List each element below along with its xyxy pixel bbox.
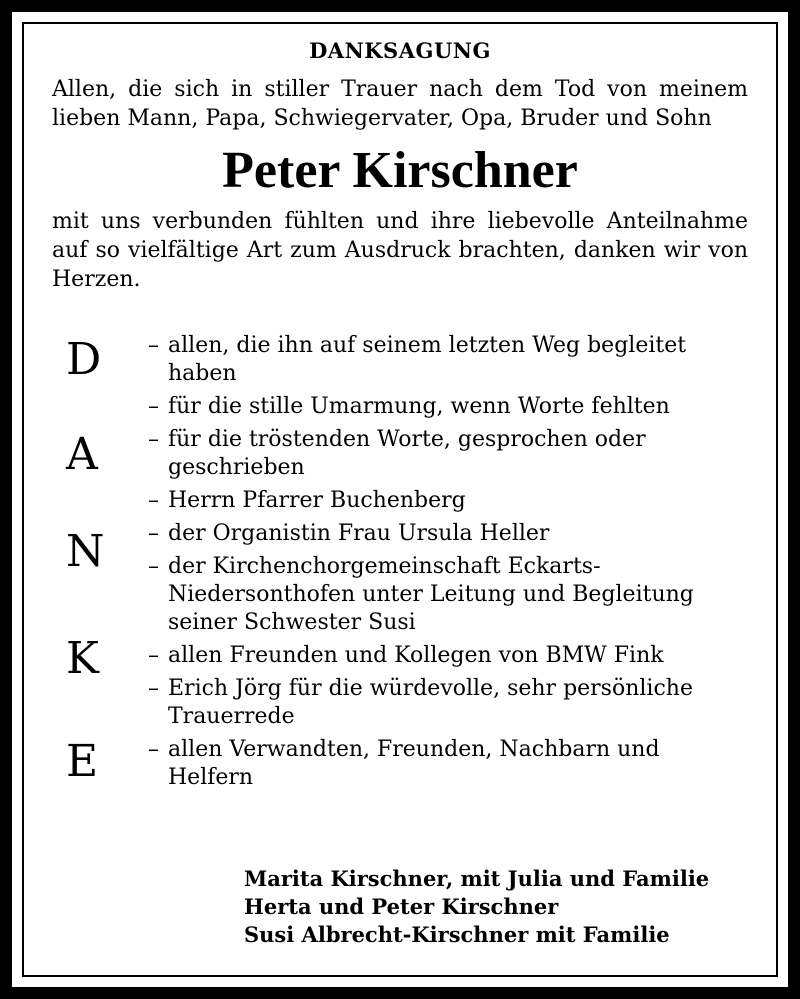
body-paragraph: mit uns verbunden fühlten und ihre liebevolle Anteilnahme auf so vielfältige Art zum Ausdruck brachten, danken wir von Herzen. [52,209,748,293]
list-item: – allen, die ihn auf seinem letzten Weg begleitet haben [148,333,687,387]
list-item: – Herrn Pfarrer Buchenberg [148,488,466,514]
notice-heading: DANKSAGUNG [309,38,491,63]
danke-block [52,332,748,802]
signature-line: Susi Albrecht-Kirschner mit Familie [244,922,670,947]
danke-letter: N [66,526,105,578]
signature-line: Marita Kirschner, mit Julia und Familie [244,866,710,891]
list-item: – Erich Jörg für die würdevolle, sehr persönliche Trauerrede [148,676,693,730]
list-item: – allen Verwandten, Freunden, Nachbarn und Helfern [148,737,660,791]
thanks-list [148,332,748,797]
list-item: – der Kirchenchorgemeinschaft Eckarts-Niedersonthofen unter Leitung und Begleitung seiner Schwester Susi [148,554,694,636]
signature-block [244,865,709,949]
danke-letter: E [66,736,99,788]
list-item: – der Organistin Frau Ursula Heller [148,521,550,547]
list-item: – für die tröstenden Worte, gesprochen oder geschrieben [148,427,646,481]
intro-paragraph: Allen, die sich in stiller Trauer nach dem Tod von meinem lieben Mann, Papa, Schwiegervater, Opa, Bruder und Sohn [52,77,748,132]
danke-letter: D [66,334,102,386]
notice-content [52,38,748,802]
list-item: – für die stille Umarmung, wenn Worte fehlten [148,394,670,420]
signature-line: Herta und Peter Kirschner [244,894,559,919]
deceased-name: Peter Kirschner [222,142,578,200]
danke-letter: A [66,429,98,481]
danke-letter: K [66,633,99,685]
list-item: – allen Freunden und Kollegen von BMW Fink [148,643,664,669]
